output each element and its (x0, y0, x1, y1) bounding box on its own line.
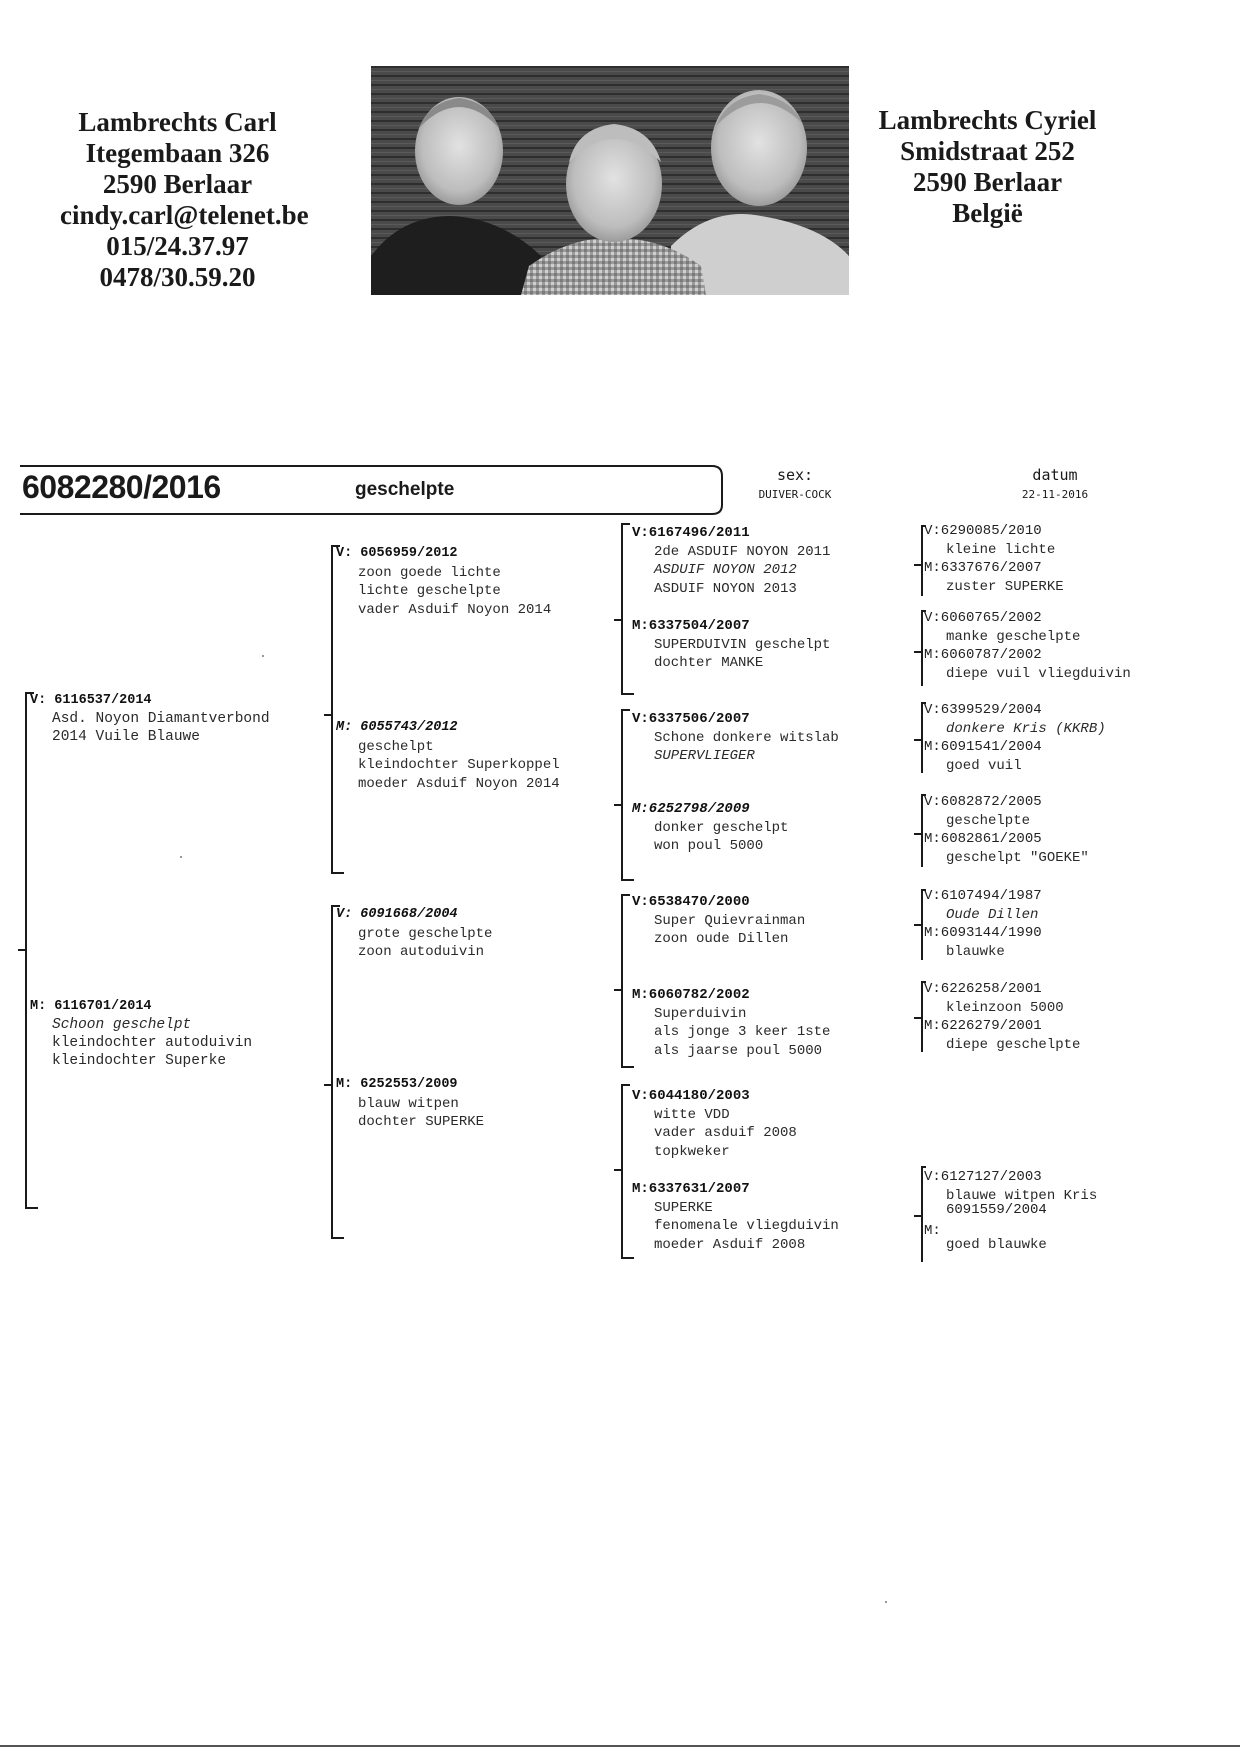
gen2-line: kleindochter Superkoppel (358, 757, 560, 773)
gen4-line: donkere Kris (KKRB) (946, 720, 1106, 737)
gen3-line: SUPERKE (654, 1199, 713, 1216)
gen2-line: dochter SUPERKE (358, 1114, 485, 1130)
gen4-ring: V:6290085/2010 (924, 523, 1042, 539)
date-label: datum (1032, 466, 1078, 484)
gen2-line: lichte geschelpte (358, 583, 501, 599)
gen3-line: Schone donkere witslab (654, 729, 839, 746)
gen2-sire-dam (336, 719, 560, 793)
gen3-d (632, 800, 788, 856)
gen4-ring: V:6399529/2004 (924, 702, 1042, 718)
scan-speck (180, 856, 182, 858)
gen4-line: kleine lichte (946, 541, 1056, 558)
sex-field (740, 466, 850, 501)
gen4-line: goed vuil (946, 757, 1022, 774)
gen3-line: 2de ASDUIF NOYON 2011 (654, 543, 831, 560)
gen2-ring: M: 6252553/2009 (336, 1077, 458, 1092)
gen4-ring: V:6082872/2005 (924, 794, 1042, 810)
gen4-ring: V:6060765/2002 (924, 610, 1042, 626)
pigeon-colour: geschelpte (355, 479, 455, 500)
gen1-dam-line: Schoon geschelpt (52, 1017, 192, 1033)
gen3-line: donker geschelpt (654, 819, 789, 836)
gen4-line: goed blauwke (946, 1237, 1047, 1253)
gen4-ring: M:6091541/2004 (924, 739, 1042, 755)
gen3-line: zoon oude Dillen (654, 931, 789, 947)
gen3-ring: M:6337631/2007 (632, 1181, 750, 1197)
sex-label: sex: (776, 466, 814, 484)
gen4-line: manke geschelpte (946, 628, 1081, 645)
gen3-ring: V:6538470/2000 (632, 894, 750, 910)
gen2-sire-sire (336, 545, 551, 619)
owner-left-mobile: 0478/30.59.20 (99, 262, 256, 292)
gen3-line: SUPERVLIEGER (654, 748, 755, 764)
gen2-line: grote geschelpte (358, 925, 493, 942)
gen3-c (632, 710, 839, 766)
gen4-ring: M:6060787/2002 (924, 647, 1042, 663)
gen3-line: ASDUIF NOYON 2013 (654, 580, 797, 597)
gen3-line: vader asduif 2008 (654, 1125, 797, 1141)
gen3-line: Superduivin (654, 1005, 747, 1022)
gen4-e (924, 887, 1042, 961)
owner-left-phone: 015/24.37.97 (106, 231, 249, 261)
gen4-line: diepe vuil vliegduivin (946, 665, 1131, 682)
gen4-ring: M:6093144/1990 (924, 925, 1042, 941)
gen2-line: zoon autoduivin (358, 944, 485, 960)
gen4-ring: V:6127127/2003 (924, 1169, 1042, 1185)
gen4-b (924, 609, 1131, 683)
gen4-line: geschelpte (946, 812, 1031, 829)
owner-right-address (855, 105, 1120, 229)
date-value: 22-11-2016 (1021, 488, 1089, 501)
gen4-line: blauwe witpen Kris (946, 1187, 1098, 1204)
gen4-ring: 6091559/2004 (946, 1202, 1047, 1218)
gen3-line: als jaarse poul 5000 (654, 1042, 823, 1059)
date-field (995, 466, 1115, 501)
owner-right-country: België (952, 198, 1023, 228)
owner-left-street: Itegembaan 326 (85, 138, 270, 168)
gen3-line: dochter MANKE (654, 655, 764, 671)
gen4-d (924, 793, 1089, 867)
gen4-h (924, 1168, 1097, 1255)
gen3-ring: M:6252798/2009 (632, 801, 750, 817)
gen1-dam (30, 998, 252, 1070)
gen4-ring: M:6337676/2007 (924, 560, 1042, 576)
gen2-line: moeder Asduif Noyon 2014 (358, 775, 560, 792)
owner-left-email[interactable]: cindy.carl@telenet.be (60, 200, 309, 230)
gen4-line: diepe geschelpte (946, 1036, 1081, 1053)
gen2-line: vader Asduif Noyon 2014 (358, 601, 552, 618)
gen1-dam-line: kleindochter autoduivin (52, 1035, 253, 1051)
gen3-line: Super Quievrainman (654, 912, 806, 929)
gen4-a (924, 522, 1064, 596)
gen2-ring: M: 6055743/2012 (336, 720, 458, 735)
gen2-line: geschelpt (358, 738, 434, 755)
gen3-ring: V:6167496/2011 (632, 525, 750, 541)
gen4-c (924, 701, 1106, 775)
gen2-line: zoon goede lichte (358, 564, 501, 581)
gen3-line: won poul 5000 (654, 838, 764, 854)
gen1-sire-line: 2014 Vuile Blauwe (52, 729, 200, 745)
gen3-ring: M:6060782/2002 (632, 987, 750, 1003)
gen3-line: witte VDD (654, 1106, 730, 1123)
gen3-e (632, 893, 805, 949)
owner-right-city: 2590 Berlaar (912, 167, 1063, 197)
gen3-line: topkweker (654, 1143, 730, 1160)
gen2-line: blauw witpen (358, 1095, 459, 1112)
gen4-ring-prefix: M: (924, 1222, 941, 1239)
sex-value: DUIVER-COCK (758, 488, 832, 501)
owners-photo (371, 66, 849, 295)
gen3-line: fenomenale vliegduivin (654, 1218, 839, 1234)
gen1-sire-ring: V: 6116537/2014 (30, 693, 152, 708)
gen3-line: moeder Asduif 2008 (654, 1236, 806, 1253)
gen4-ring: V:6107494/1987 (924, 888, 1042, 904)
gen3-line: SUPERDUIVIN geschelpt (654, 636, 831, 653)
gen4-ring: M:6226279/2001 (924, 1018, 1042, 1034)
gen4-f (924, 980, 1080, 1054)
gen1-sire-line: Asd. Noyon Diamantverbond (52, 711, 270, 727)
owner-left-city: 2590 Berlaar (102, 169, 253, 199)
gen3-ring: V:6337506/2007 (632, 711, 750, 727)
gen3-g (632, 1087, 797, 1161)
gen3-b (632, 617, 830, 673)
gen2-dam-dam (336, 1076, 484, 1132)
gen3-line: als jonge 3 keer 1ste (654, 1024, 831, 1040)
gen3-f (632, 986, 830, 1060)
gen2-ring: V: 6091668/2004 (336, 907, 458, 922)
gen1-sire (30, 692, 270, 746)
gen4-ring: M:6082861/2005 (924, 831, 1042, 847)
gen3-line: ASDUIF NOYON 2012 (654, 562, 797, 578)
scan-speck (885, 1601, 887, 1603)
gen4-line: blauwke (946, 943, 1005, 960)
owner-right-street: Smidstraat 252 (900, 136, 1075, 166)
gen3-ring: M:6337504/2007 (632, 618, 750, 634)
owner-right-name: Lambrechts Cyriel (878, 105, 1097, 135)
gen4-line: zuster SUPERKE (946, 578, 1064, 595)
scan-speck (262, 655, 264, 657)
gen1-dam-ring: M: 6116701/2014 (30, 999, 152, 1014)
owner-left-name: Lambrechts Carl (78, 107, 277, 137)
gen3-a (632, 524, 830, 598)
gen3-h (632, 1180, 839, 1254)
gen4-line: Oude Dillen (946, 906, 1039, 923)
gen4-ring: V:6226258/2001 (924, 981, 1042, 997)
gen4-line: kleinzoon 5000 (946, 999, 1064, 1016)
gen1-bracket (26, 693, 38, 1208)
gen2-dam-sire (336, 906, 492, 962)
gen4-h2-row (924, 1202, 1097, 1224)
owner-left-address (60, 107, 309, 293)
pigeon-ring-number: 6082280/2016 (22, 469, 221, 505)
gen3-ring: V:6044180/2003 (632, 1088, 750, 1104)
gen1-dam-line: kleindochter Superke (52, 1053, 227, 1069)
gen2-ring: V: 6056959/2012 (336, 546, 458, 561)
gen4-line: geschelpt "GOEKE" (946, 849, 1089, 866)
